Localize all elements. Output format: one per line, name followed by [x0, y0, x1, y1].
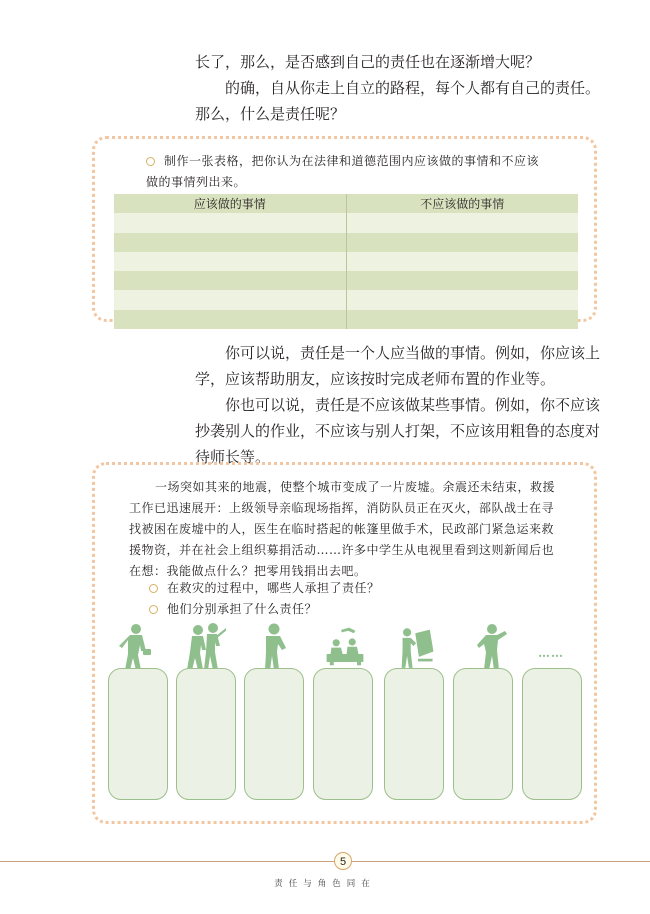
soldier-silhouette-icon	[258, 622, 298, 670]
answer-card-leader[interactable]	[108, 668, 168, 800]
table-cell[interactable]	[114, 252, 346, 271]
table-row	[114, 213, 578, 232]
paragraph-responsibility-question: 的确，自从你走上自立的路程，每个人都有自己的责任。那么，什么是责任呢？	[195, 79, 601, 123]
page-number: 5	[334, 852, 352, 870]
firefighters-silhouette-icon	[186, 622, 226, 670]
table-cell[interactable]	[114, 271, 346, 290]
table-cell[interactable]	[346, 310, 578, 329]
footer-chapter-title: 责任与角色同在	[274, 879, 376, 889]
answer-card-civil-affairs[interactable]	[384, 668, 444, 800]
table-cell[interactable]	[346, 252, 578, 271]
activity-instruction	[146, 151, 546, 193]
table-row	[114, 290, 578, 309]
table-cell[interactable]	[114, 233, 346, 252]
answer-card-soldier[interactable]	[244, 668, 304, 800]
answer-card-extra[interactable]	[522, 668, 582, 800]
question-1	[149, 578, 380, 599]
answer-card-firefighter[interactable]	[176, 668, 236, 800]
earthquake-story: 一场突如其来的地震，使整个城市变成了一片废墟。余震还未结束，救援工作已迅速展开：上级领导亲临现场指挥，消防队员正在灭火，部队战士在寻找被困在废墟中的人，医生在临时搭起的帐篷里做手术，民政部门紧急运来救援物资，并在社会上组织募捐活动……许多中学生从电视里看到这则新闻后也在想：我能做点什么？把零用钱捐出去吧。	[129, 480, 556, 578]
question-2	[149, 599, 317, 620]
table-row	[114, 233, 578, 252]
doctors-surgery-silhouette-icon	[325, 622, 365, 670]
table-header-row	[114, 194, 578, 213]
table-row	[114, 271, 578, 290]
student-silhouette-icon	[476, 622, 516, 670]
answer-card-doctor[interactable]	[313, 668, 373, 800]
table-cell[interactable]	[114, 213, 346, 232]
table-cell[interactable]	[346, 213, 578, 232]
ellipsis-more: ……	[538, 646, 564, 660]
question-2-text: 他们分别承担了什么责任？	[167, 602, 318, 616]
table-row	[114, 252, 578, 271]
worker-carrying-supplies-silhouette-icon	[398, 622, 438, 670]
footer-divider	[0, 861, 650, 862]
circle-bullet-icon	[149, 584, 158, 593]
table-row	[114, 310, 578, 329]
column-header-should: 应该做的事情	[114, 194, 346, 213]
table-cell[interactable]	[114, 310, 346, 329]
table-cell[interactable]	[346, 233, 578, 252]
paragraph-should-do: 你可以说，责任是一个人应当做的事情。例如，你应该上学，应该帮助朋友，应该按时完成老师布置的作业等。	[195, 344, 601, 388]
column-header-should-not: 不应该做的事情	[420, 197, 505, 212]
circle-bullet-icon	[149, 605, 158, 614]
answer-card-student[interactable]	[453, 668, 513, 800]
table-cell[interactable]	[346, 290, 578, 309]
question-1-text: 在救灾的过程中，哪些人承担了责任？	[167, 581, 380, 595]
responsibility-table	[114, 194, 578, 329]
circle-bullet-icon	[146, 157, 155, 166]
paragraph-should-not-do: 你也可以说，责任是不应该做某些事情。例如，你不应该抄袭别人的作业，不应该与别人打架，不应该用粗鲁的态度对待师长等。	[195, 396, 601, 466]
activity-instruction-text: 制作一张表格，把你认为在法律和道德范围内应该做的事情和不应该做的事情列出来。	[146, 154, 540, 189]
leader-silhouette-icon	[118, 622, 158, 670]
table-cell[interactable]	[346, 271, 578, 290]
paragraph-intro-end: 长了，那么，是否感到自己的责任也在逐渐增大呢？	[195, 53, 541, 71]
table-cell[interactable]	[114, 290, 346, 309]
